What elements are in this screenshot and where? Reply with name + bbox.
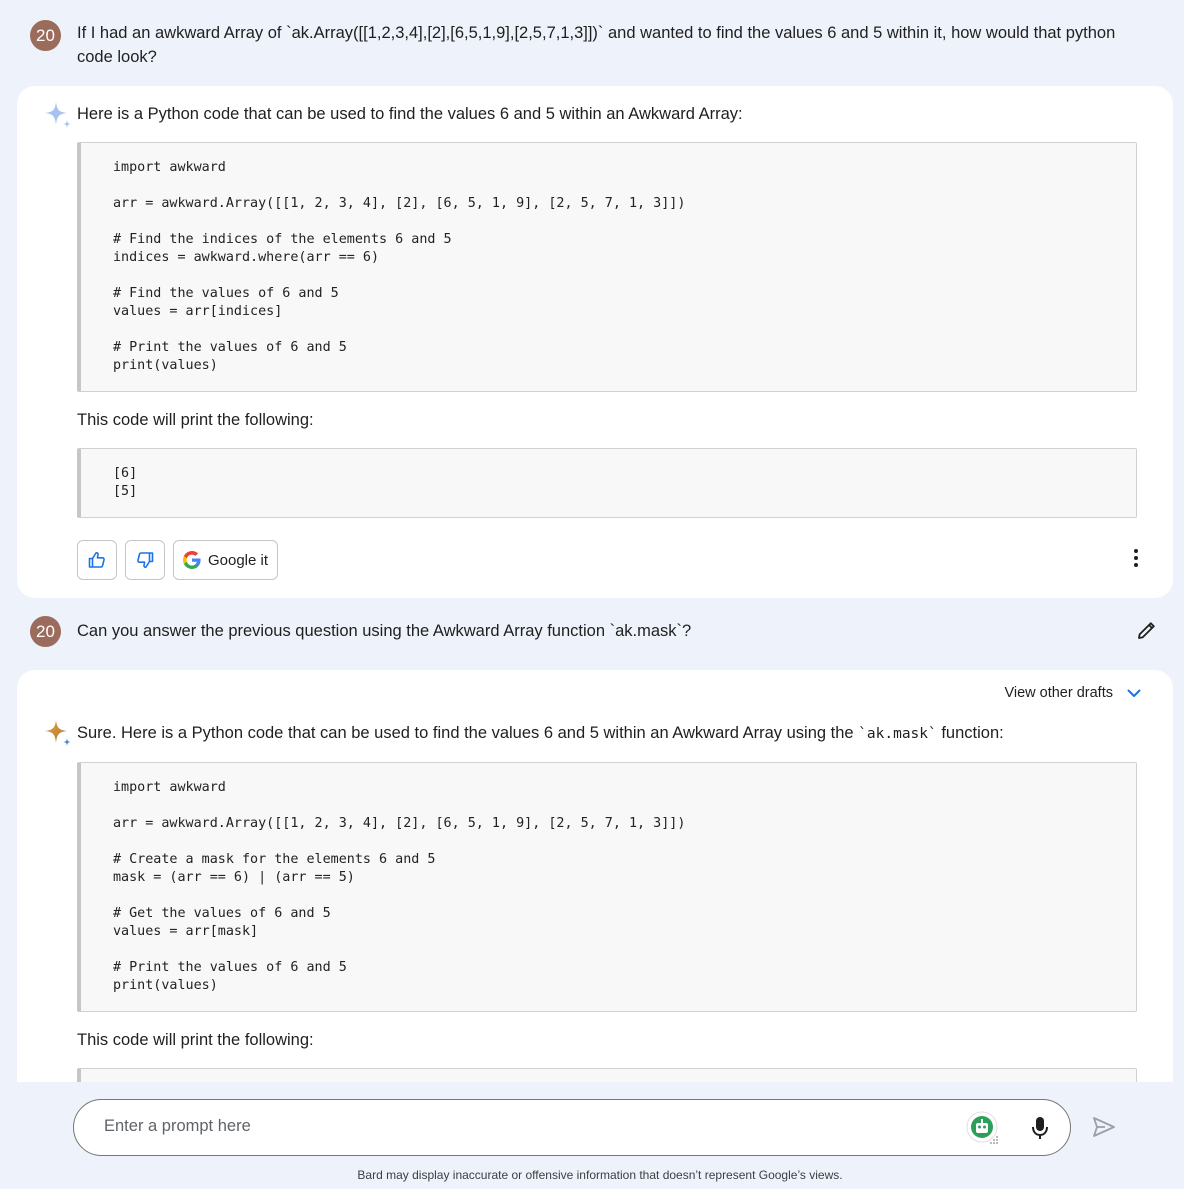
response-card-2 bbox=[17, 670, 1173, 1110]
send-icon[interactable] bbox=[1092, 1116, 1116, 1138]
inline-code: `ak.mask` bbox=[858, 726, 937, 742]
code-line: # Create a mask for the elements 6 and 5 bbox=[113, 852, 436, 867]
output-intro: This code will print the following: bbox=[77, 1031, 314, 1049]
user-message-2 bbox=[0, 614, 1184, 648]
code-line bbox=[113, 321, 1136, 339]
code-line: import awkward bbox=[113, 160, 226, 175]
code-block[interactable] bbox=[77, 762, 1137, 1012]
code-line: # Find the values of 6 and 5 bbox=[113, 286, 339, 301]
prompt-box[interactable] bbox=[73, 1099, 1071, 1156]
output-block[interactable] bbox=[77, 448, 1137, 518]
bot-icon[interactable] bbox=[966, 1111, 1000, 1145]
chevron-down-icon bbox=[1125, 684, 1143, 702]
thumbs-up-button[interactable] bbox=[77, 540, 117, 580]
code-line: # Print the values of 6 and 5 bbox=[113, 960, 347, 975]
more-vertical-icon[interactable] bbox=[1126, 546, 1146, 570]
code-line bbox=[113, 213, 1136, 231]
thumbs-up-icon bbox=[87, 550, 107, 570]
user-message-1 bbox=[0, 18, 1184, 74]
code-line: values = arr[mask] bbox=[113, 924, 259, 939]
view-other-drafts-label: View other drafts bbox=[1004, 685, 1113, 701]
code-line: indices = awkward.where(arr == 6) bbox=[113, 250, 380, 265]
code-line: print(values) bbox=[113, 978, 218, 993]
code-line bbox=[113, 267, 1136, 285]
code-line: # Get the values of 6 and 5 bbox=[113, 906, 331, 921]
output-line: [5] bbox=[113, 484, 138, 499]
code-line bbox=[113, 833, 1136, 851]
code-line: import awkward bbox=[113, 780, 226, 795]
user-message-text: Can you answer the previous question using the Awkward Array function `ak.mask`? bbox=[77, 622, 692, 640]
response-intro bbox=[77, 721, 1004, 746]
response-card-1 bbox=[17, 86, 1173, 598]
sparkle-icon bbox=[43, 100, 73, 130]
code-line: print(values) bbox=[113, 358, 218, 373]
google-it-label: Google it bbox=[207, 551, 269, 569]
code-line bbox=[113, 177, 1136, 195]
pencil-icon[interactable] bbox=[1136, 619, 1158, 641]
code-line: # Print the values of 6 and 5 bbox=[113, 340, 347, 355]
output-line: [6] bbox=[113, 466, 138, 481]
code-line: arr = awkward.Array([[1, 2, 3, 4], [2], [6, 5, 1, 9], [2, 5, 7, 1, 3]]) bbox=[113, 196, 686, 211]
mic-icon[interactable] bbox=[1029, 1115, 1051, 1141]
avatar: 20 bbox=[30, 20, 61, 51]
output-intro: This code will print the following: bbox=[77, 411, 314, 429]
intro-text: Sure. Here is a Python code that can be used to find the values 6 and 5 within an Awkward Array using the bbox=[77, 724, 859, 742]
response-intro: Here is a Python code that can be used to find the values 6 and 5 within an Awkward Array: bbox=[77, 105, 743, 123]
intro-text: function: bbox=[936, 724, 1004, 742]
code-line: values = arr[indices] bbox=[113, 304, 283, 319]
avatar: 20 bbox=[30, 616, 61, 647]
prompt-input[interactable] bbox=[104, 1117, 924, 1136]
thumbs-down-button[interactable] bbox=[125, 540, 165, 580]
code-line: arr = awkward.Array([[1, 2, 3, 4], [2], [6, 5, 1, 9], [2, 5, 7, 1, 3]]) bbox=[113, 816, 686, 831]
google-g-icon bbox=[183, 551, 201, 569]
code-line bbox=[113, 797, 1136, 815]
code-line: # Find the indices of the elements 6 and 5 bbox=[113, 232, 452, 247]
code-line bbox=[113, 941, 1136, 959]
sparkle-icon-multicolor bbox=[43, 718, 73, 748]
thumbs-down-icon bbox=[135, 550, 155, 570]
code-block[interactable] bbox=[77, 142, 1137, 392]
view-other-drafts-button[interactable] bbox=[1004, 684, 1143, 702]
prompt-area bbox=[0, 1082, 1184, 1189]
google-it-button[interactable] bbox=[173, 540, 278, 580]
code-line bbox=[113, 887, 1136, 905]
disclaimer: Bard may display inaccurate or offensive information that doesn’t represent Google’s views. bbox=[357, 1168, 843, 1182]
user-message-text: If I had an awkward Array of `ak.Array([[1,2,3,4],[2],[6,5,1,9],[2,5,7,1,3]])` and wanted to find the values 6 and 5 within it, how would that python code look? bbox=[77, 24, 1116, 66]
code-line: mask = (arr == 6) | (arr == 5) bbox=[113, 870, 355, 885]
